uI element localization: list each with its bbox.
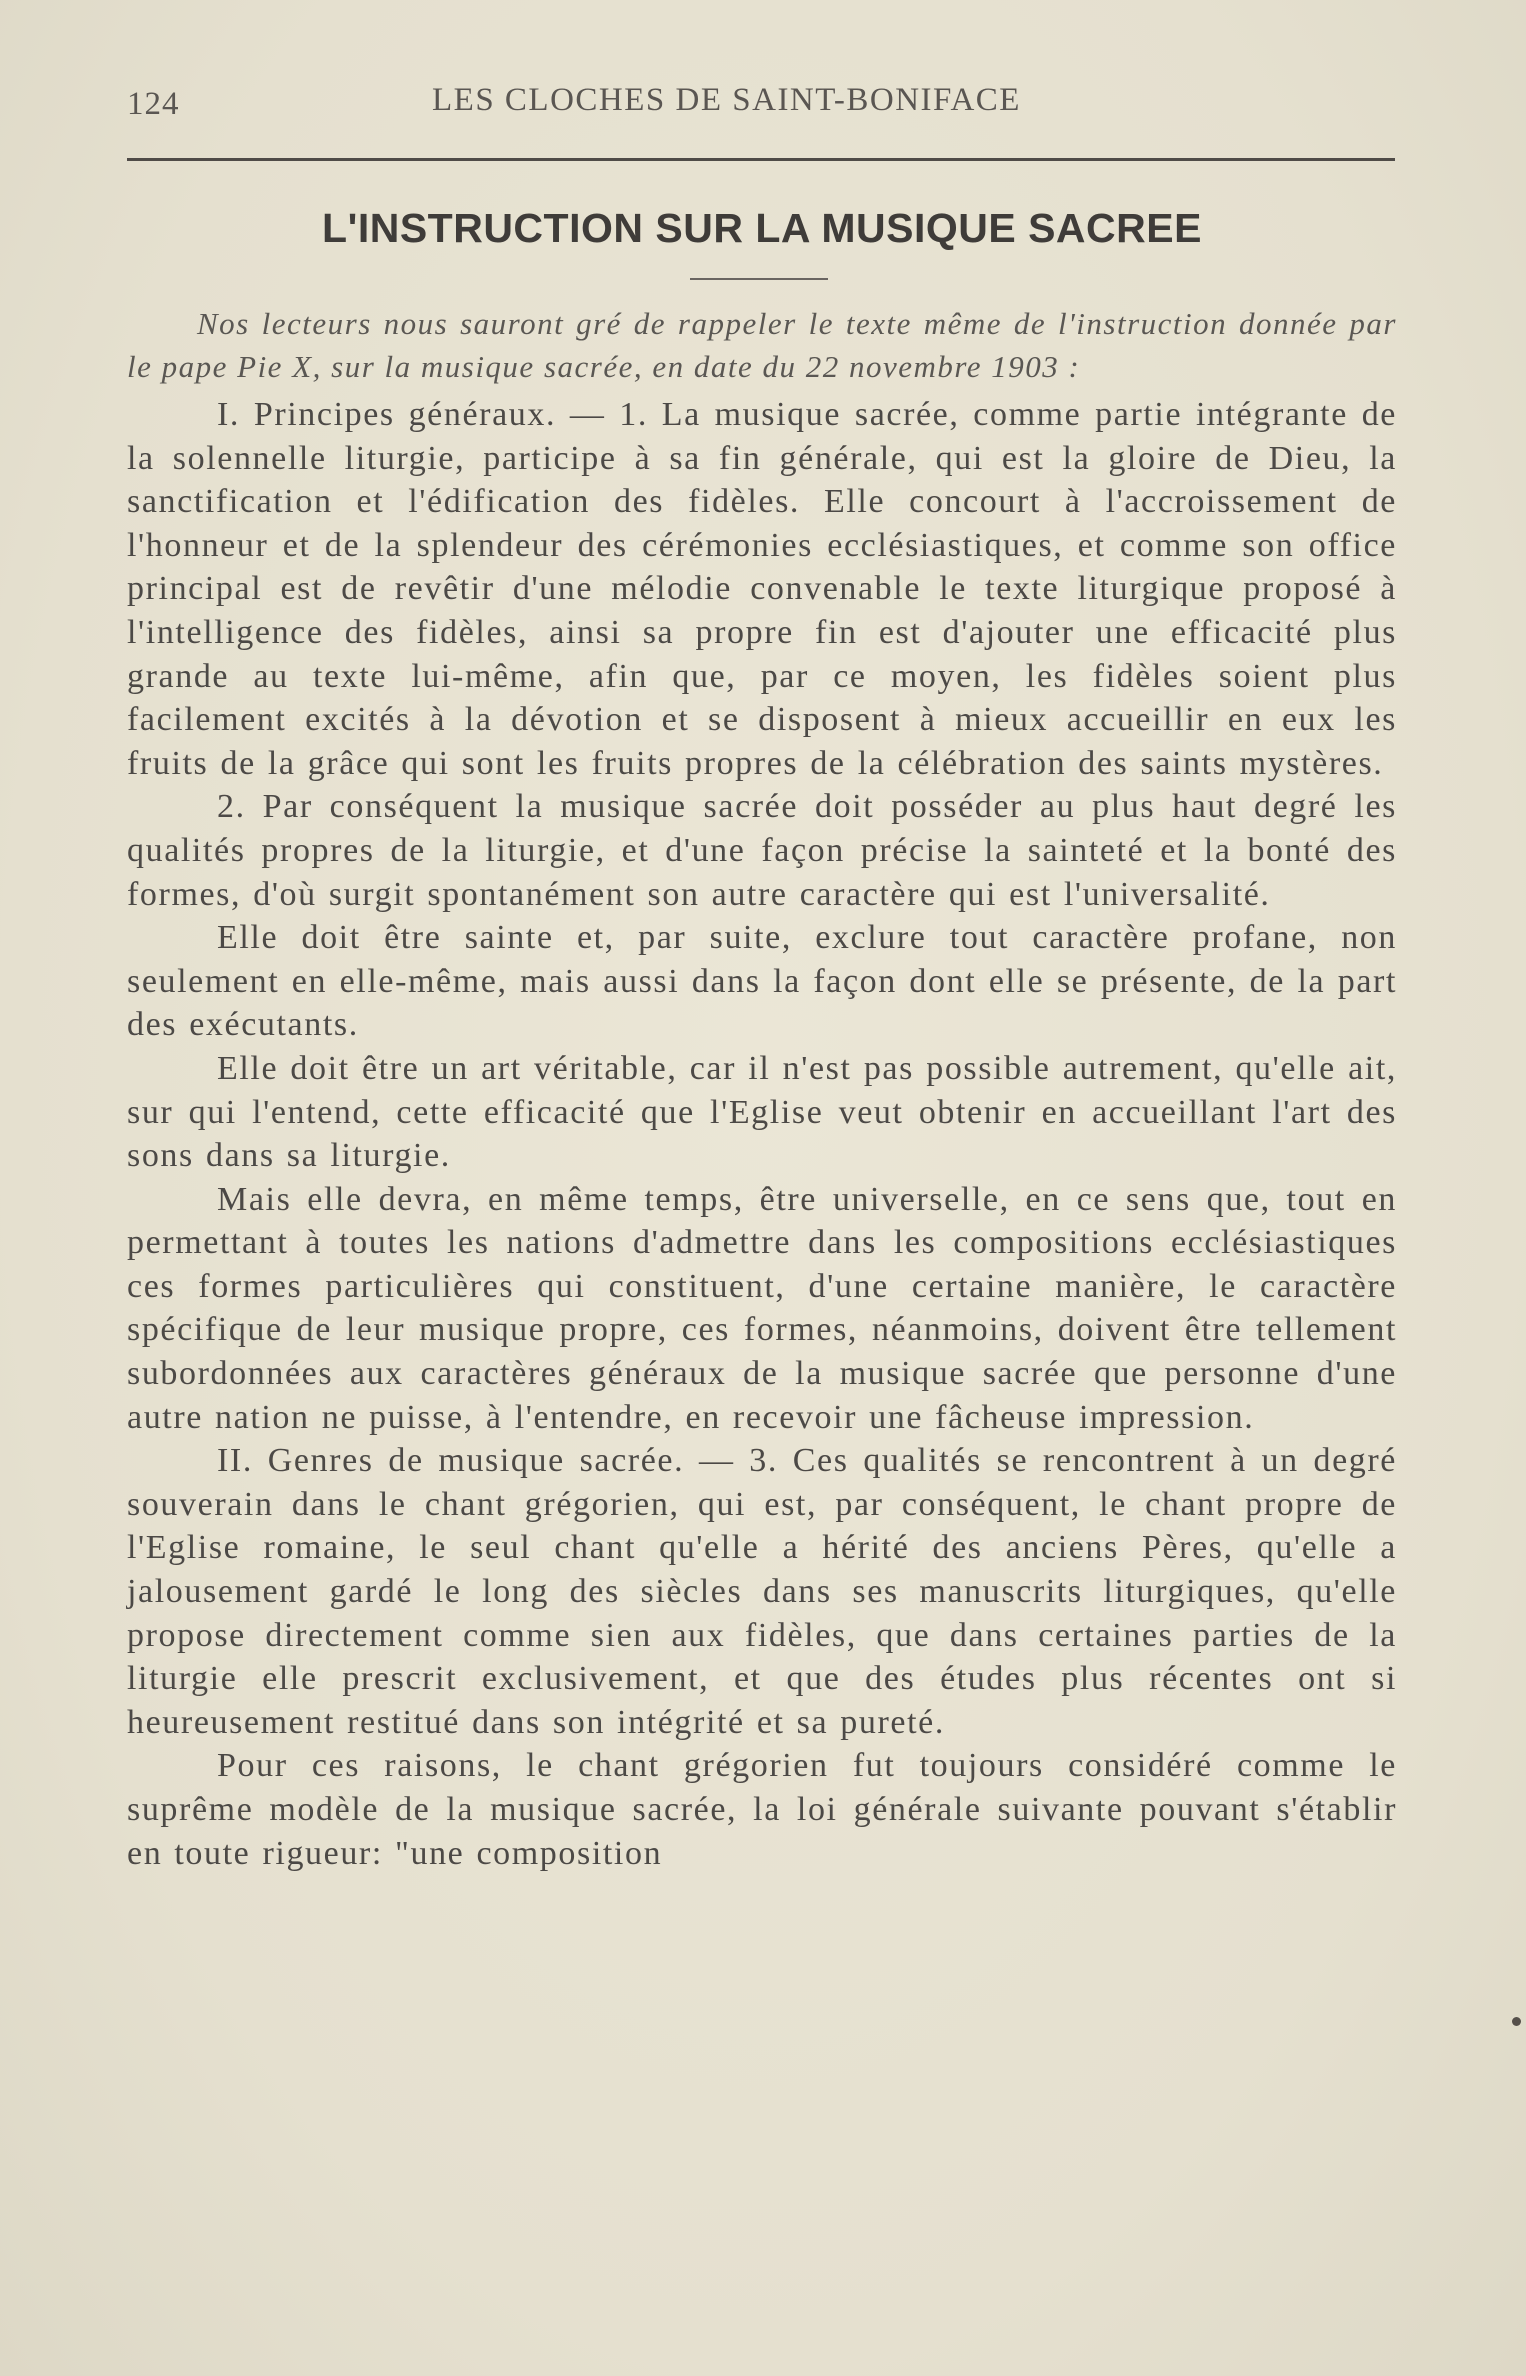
ink-speck [1512, 2017, 1521, 2026]
page-number: 124 [127, 86, 180, 122]
paragraph-universelle: Mais elle devra, en même temps, être universelle, en ce sens que, tout en permettant à toutes les nations d'admettre dans les compositions ecclésiastiques ces formes particulières qui constituent, d'une certaine manière, le caractère spécifique de leur musique propre, ces formes, néanmoins, doivent être tellement subordonnées aux caractères généraux de la musique sacrée que personne d'une autre nation ne puisse, à l'entendre, en recevoir une fâcheuse impression. [127, 1180, 1397, 1436]
journal-title: LES CLOCHES DE SAINT-BONIFACE [432, 82, 1021, 118]
paragraph-pour-ces-raisons: Pour ces raisons, le chant grégorien fut toujours considéré comme le suprême modèle de la musique sacrée, la loi générale suivante pouvant s'établir en toute rigueur: "une composition [127, 1747, 1397, 1872]
paragraph-genres: II. Genres de musique sacrée. — 3. Ces qualités se rencontrent à un degré souverain dans le chant grégorien, qui est, par conséquent, le chant propre de l'Eglise romaine, le seul chant qu'elle a hérité des anciens Pères, qu'elle a jalousement gardé le long des siècles dans ses manuscrits liturgiques, qu'elle propose directement comme sien aux fidèles, que dans certaines parties de la liturgie elle prescrit exclusivement, et que des études plus récentes ont si heureusement restitué dans son intégrité et sa pureté. [127, 1442, 1397, 1741]
article-title: L'INSTRUCTION SUR LA MUSIQUE SACREE [322, 205, 1202, 251]
article-body [127, 302, 1397, 1875]
paragraph-2: 2. Par conséquent la musique sacrée doit posséder au plus haut degré les qualités propres de la liturgie, et d'une façon précise la sainteté et la bonté des formes, d'où surgit spontanément son autre caractère qui est l'universalité. [127, 788, 1397, 913]
paragraph-principes-generaux: I. Principes généraux. — 1. La musique sacrée, comme partie intégrante de la solennelle liturgie, participe à sa fin générale, qui est la gloire de Dieu, la sanctification et l'édification des fidèles. Elle concourt à l'accroissement de l'honneur et de la splendeur des cérémonies ecclésiastiques, et comme son office principal est de revêtir d'une mélodie convenable le texte liturgique proposé à l'intelligence des fidèles, ainsi sa propre fin est d'ajouter une efficacité plus grande au texte lui-même, afin que, par ce moyen, les fidèles soient plus facilement excités à la dévotion et se disposent à mieux accueillir en eux les fruits de la grâce qui sont les fruits propres de la célébration des saints mystères. [127, 396, 1397, 782]
paragraph-art-veritable: Elle doit être un art véritable, car il n'est pas possible autrement, qu'elle ait, sur qui l'entend, cette efficacité que l'Eglise veut obtenir en accueillant l'art des sons dans sa liturgie. [127, 1049, 1397, 1175]
intro-paragraph: Nos lecteurs nous sauront gré de rappeler le texte même de l'instruction donnée par le pape Pie X, sur la musique sacrée, en date du 22 novembre 1903 : [127, 306, 1397, 384]
running-header [127, 82, 1397, 132]
header-rule [127, 158, 1395, 161]
title-divider [690, 278, 828, 280]
paragraph-sainte: Elle doit être sainte et, par suite, exclure tout caractère profane, non seulement en elle-même, mais aussi dans la façon dont elle se présente, de la part des exécutants. [127, 919, 1397, 1044]
